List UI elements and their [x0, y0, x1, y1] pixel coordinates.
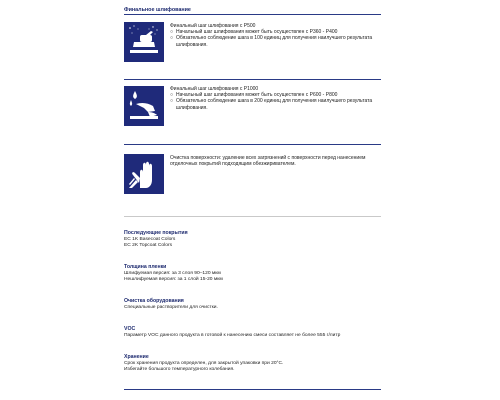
section-title: Финальное шлифование	[124, 7, 191, 13]
section-heading: VOC	[124, 326, 136, 332]
step-2-bullet-1: ○ Начальный шаг шлифования может быть осуществлен с Р600 - Р800	[170, 92, 338, 99]
divider	[124, 216, 381, 217]
step-2-line: Финальный шаг шлифования с P1000	[170, 86, 259, 92]
voc-section	[124, 326, 384, 339]
section-line: Нешлифуемая версия: за 1 слой 15-20 мкм	[124, 277, 223, 283]
section-line: Шлифуемая версия: за 3 слоя 90–120 мкм	[124, 271, 221, 276]
step-1-line: Финальный шаг шлифования с P500	[170, 23, 256, 29]
subsequent-coatings-section	[124, 230, 384, 250]
section-heading: Очистка оборудования	[124, 298, 184, 304]
sanding-machine-icon	[124, 22, 164, 62]
step-3-text	[170, 155, 385, 167]
section-heading: Хранение	[124, 354, 149, 360]
section-line: Срок хранения продукта определен, для закрытой упаковки при 20°C.	[124, 361, 284, 366]
step-2-bullet-2: ○ Обязательно соблюдение шага в 200 единиц для получения наилучшего результата шлифования.	[170, 98, 373, 111]
equipment-cleaning-section	[124, 298, 384, 311]
section-heading: Последующие покрытия	[124, 230, 188, 236]
wet-sanding-hand-icon	[124, 86, 164, 126]
section-line: EC 2K Topcoat Colors	[124, 243, 173, 249]
header-rule	[124, 14, 381, 15]
film-thickness-section	[124, 264, 384, 284]
step-1-text	[170, 23, 385, 48]
section-line: EC 1K Basecoat Colors	[124, 237, 176, 242]
step-1-bullet-2: ○ Обязательно соблюдение шага в 100 единиц для получения наилучшего результата шлифования.	[170, 35, 373, 48]
storage-section	[124, 354, 384, 374]
divider	[124, 79, 381, 80]
section-line: Параметр VOC данного продукта в готовой к нанесению смеси составляет не более 555 г/литр	[124, 333, 341, 338]
cleaning-hand-icon	[124, 154, 164, 194]
footer-rule	[124, 389, 381, 390]
section-line: Специальные растворители для очистки.	[124, 305, 218, 310]
step-2-text	[170, 86, 385, 111]
divider	[124, 144, 381, 145]
step-1-bullet-1: ○ Начальный шаг шлифования может быть осуществлен с Р360 - Р400	[170, 29, 338, 36]
section-line: Избегайте большого температурного колебания.	[124, 367, 235, 373]
section-heading: Толщина пленки	[124, 264, 167, 270]
step-3-line: Очистка поверхности: удаление всех загрязнений с поверхности перед нанесением отделочных покрытий подходящим обезжиривателем.	[170, 155, 366, 168]
